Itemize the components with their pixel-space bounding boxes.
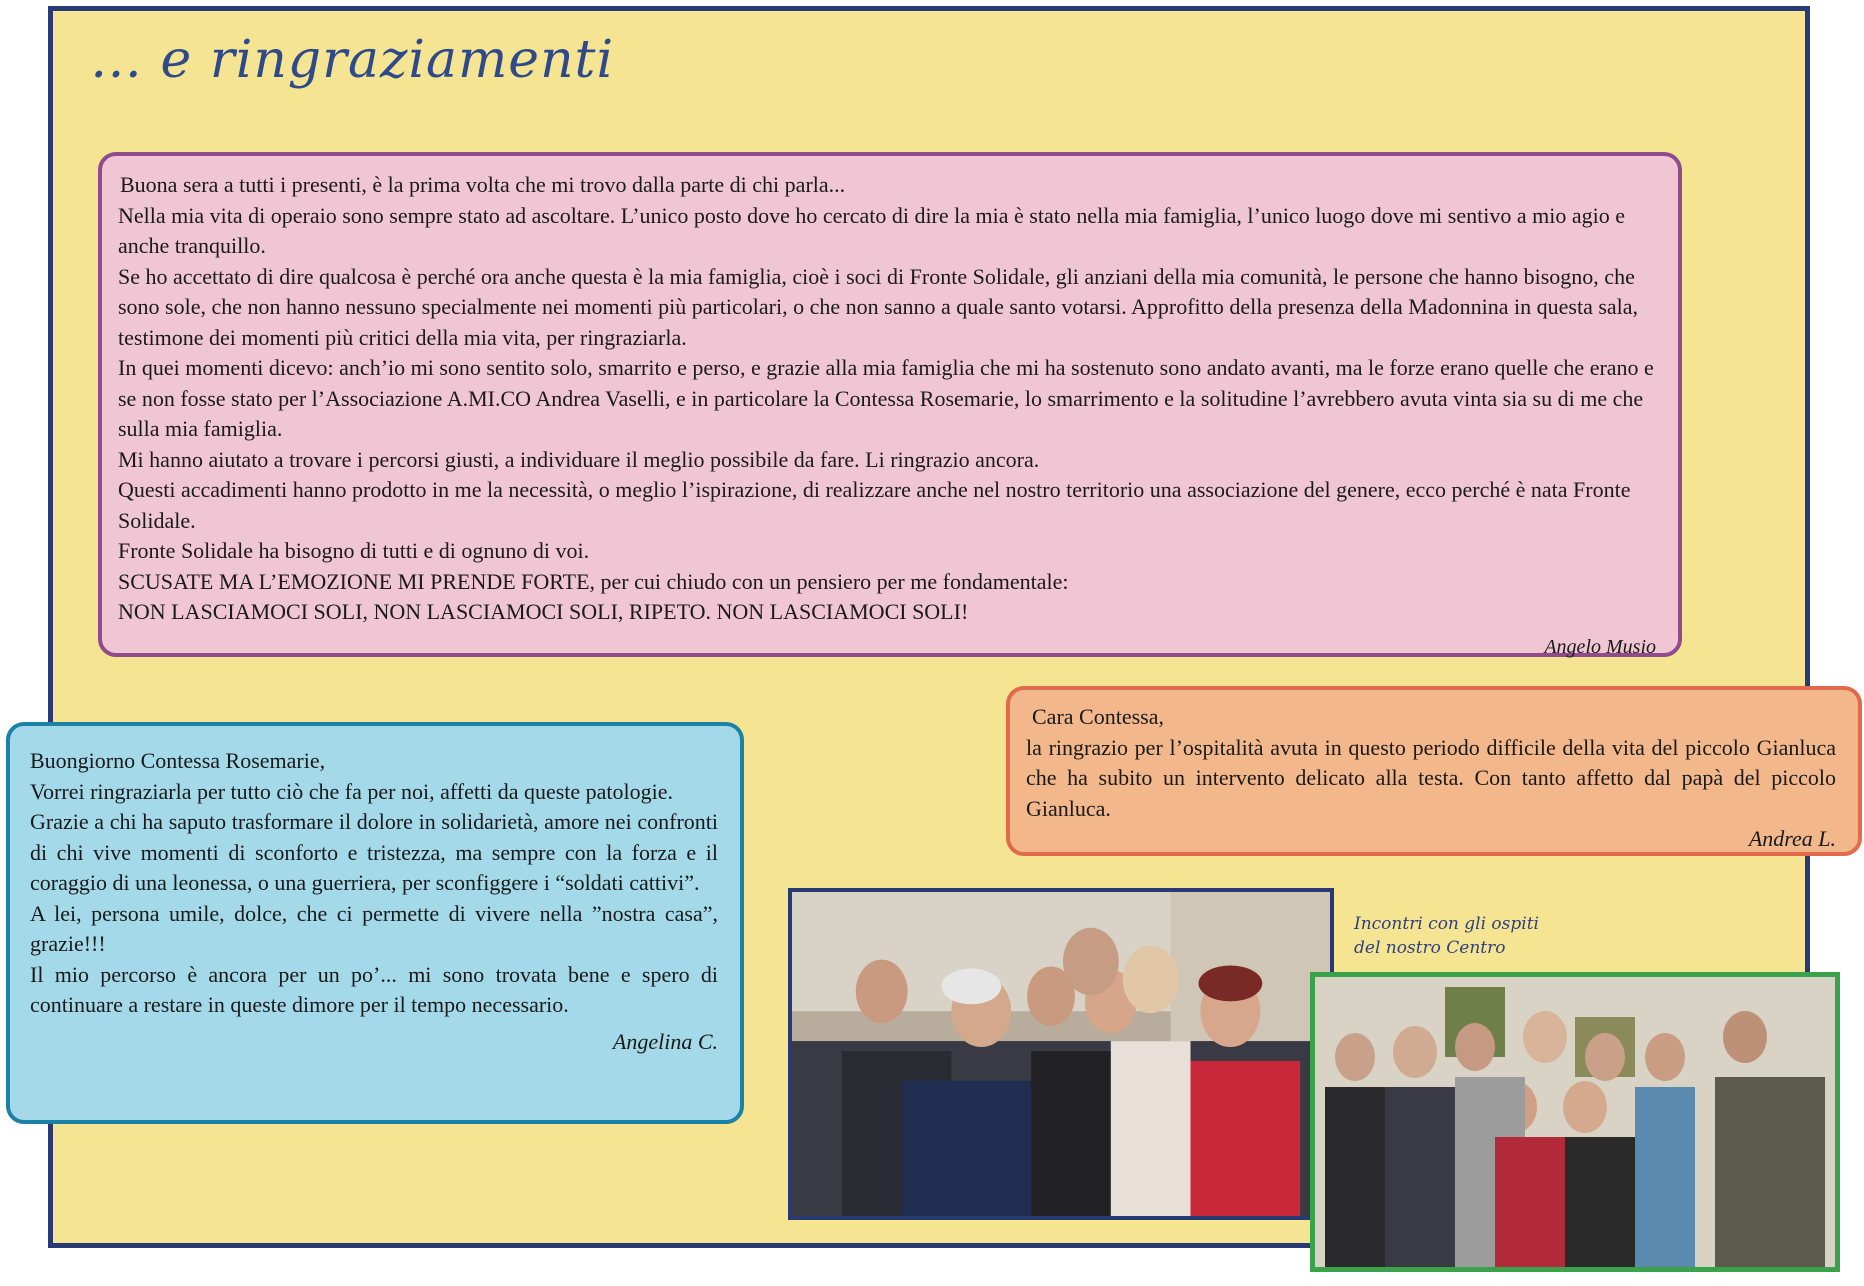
letter-andrea-box <box>1006 686 1862 856</box>
letter-signature: Andrea L. <box>1748 826 1836 851</box>
letter-paragraph: Buongiorno Contessa Rosemarie, <box>30 748 326 773</box>
letter-paragraph: NON LASCIAMOCI SOLI, NON LASCIAMOCI SOLI, RIPETO. NON LASCIAMOCI SOLI! <box>118 599 969 624</box>
photo-caption <box>1354 912 1539 960</box>
letter-paragraph: Se ho accettato di dire qualcosa è perché ora anche questa è la mia famiglia, cioè i soci di Fronte Solidale, gli anziani della mia comunità, le persone che hanno bisogno, che sono sole, che non hanno nessuno specialmente nei momenti più particolari, o che non sanno a quale santo votarsi. Approfitto della presenza della Madonnina in questa sala, testimone dei momenti più critici della mia vita, per ringraziarla. <box>118 263 1639 350</box>
letter-paragraph: Questi accadimenti hanno prodotto in me la necessità, o meglio l’ispirazione, di realizzare anche nel nostro territorio una associazione del genere, ecco perché è nata Fronte Solidale. <box>118 477 1631 533</box>
letter-paragraph: Cara Contessa, <box>1032 704 1164 729</box>
letter-paragraph: In quei momenti dicevo: anch’io mi sono sentito solo, smarrito e perso, e grazie alla mia famiglia che mi ha sostenuto sono andato avanti, ma le forze erano quelle che erano e se non fosse stato per l’Associazione A.MI.CO Andrea Vaselli, e in particolare la Contessa Rosemarie, lo smarrimento e la solitudine l’avrebbero avuta vinta sia su di me che sulla mia famiglia. <box>118 355 1654 441</box>
letter-signature: Angelina C. <box>612 1028 718 1054</box>
letter-angelina-box <box>6 722 744 1124</box>
letter-paragraph: Fronte Solidale ha bisogno di tutti e di ognuno di voi. <box>118 538 590 563</box>
letter-paragraph: Il mio percorso è ancora per un po’... mi sono trovata bene e spero di continuare a restare in queste dimore per il tempo necessario. <box>30 961 718 1017</box>
letter-paragraph: Mi hanno aiutato a trovare i percorsi giusti, a individuare il meglio possibile da fare. Li ringrazio ancora. <box>118 446 1040 472</box>
letter-paragraph: A lei, persona umile, dolce, che ci permette di vivere nella ”nostra casa”, grazie!!! <box>30 900 718 956</box>
letter-paragraph: la ringrazio per l’ospitalità avuta in questo periodo difficile della vita del piccolo Gianluca che ha subito un intervento delicato alla testa. Con tanto affetto dal papà del piccolo Gianluca. <box>1026 734 1836 821</box>
caption-line: Incontri con gli ospiti <box>1354 914 1539 934</box>
letter-signature: Angelo Musio <box>1544 635 1656 658</box>
letter-paragraph: Buona sera a tutti i presenti, è la prima volta che mi trovo dalla parte di chi parla... <box>120 172 846 197</box>
letter-angelo-box <box>98 152 1682 657</box>
caption-line: del nostro Centro <box>1354 938 1506 958</box>
letter-paragraph: Nella mia vita di operaio sono sempre stato ad ascoltare. L’unico posto dove ho cercato di dire la mia è stato nella mia famiglia, l’unico luogo dove mi sentivo a mio agio e anche tranquillo. <box>118 202 1625 258</box>
letter-paragraph: Vorrei ringraziarla per tutto ciò che fa per noi, affetti da queste patologie. <box>30 778 674 804</box>
group-photo-2 <box>1310 972 1840 1272</box>
letter-paragraph: Grazie a chi ha saputo trasformare il dolore in solidarietà, amore nei confronti di chi vive momenti di sconforto e tristezza, ma sempre con la forza e il coraggio di una leonessa, o una guerriera, per sconfiggere i “soldati cattivi”. <box>30 809 718 895</box>
letter-paragraph: SCUSATE MA L’EMOZIONE MI PRENDE FORTE, per cui chiudo con un pensiero per me fondamentale: <box>118 568 1069 594</box>
page-title: … e ringraziamenti <box>90 30 615 90</box>
group-photo-1 <box>788 888 1334 1220</box>
